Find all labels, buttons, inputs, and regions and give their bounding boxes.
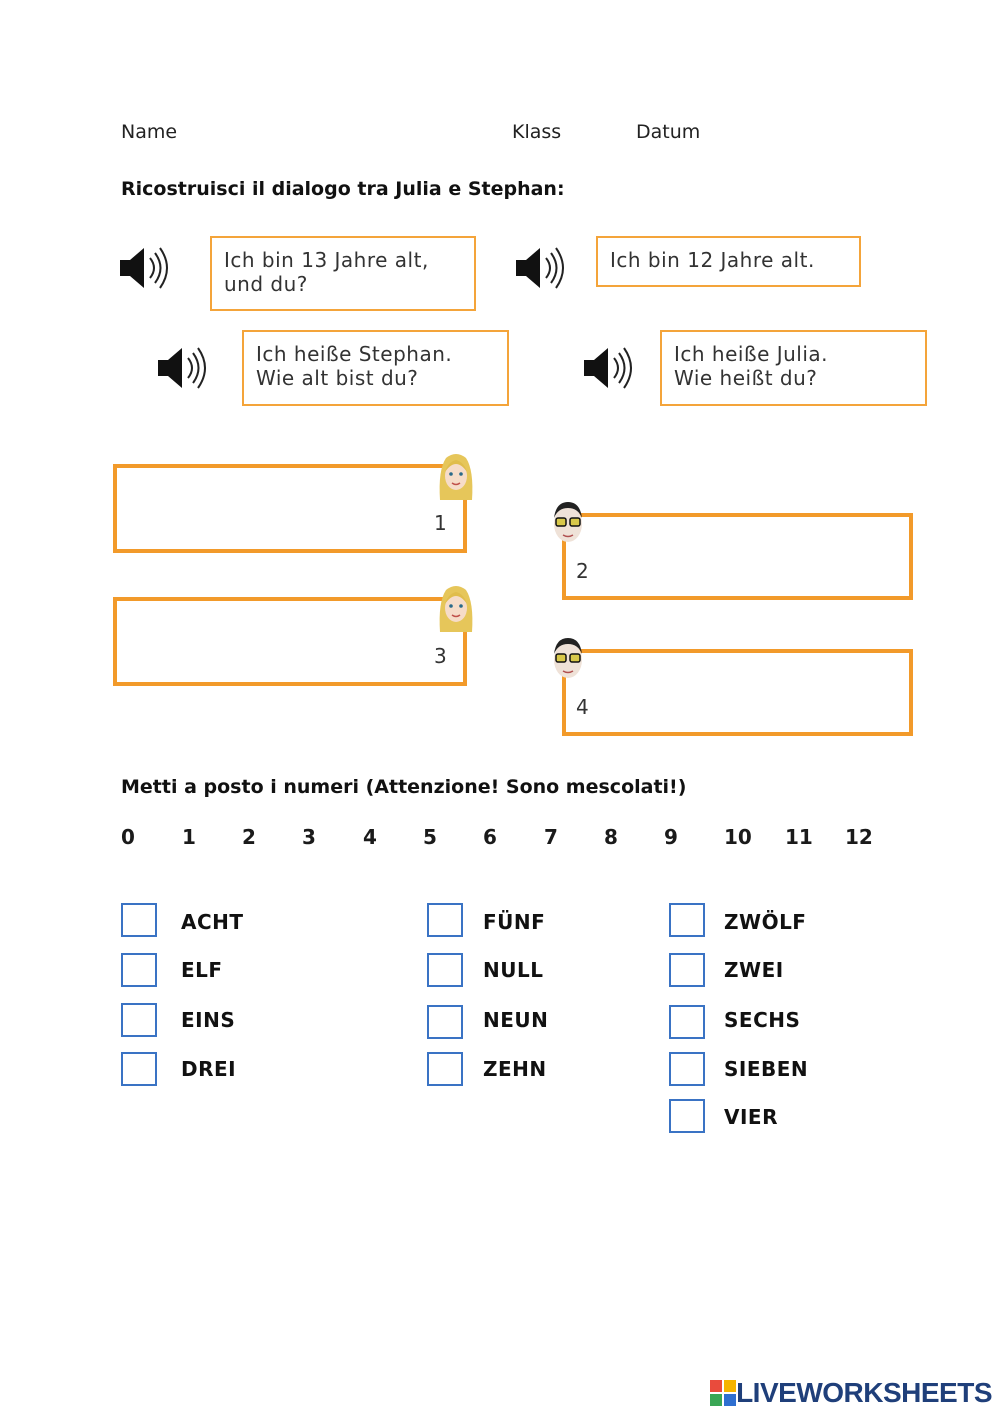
digit-label: 8: [604, 825, 618, 849]
date-label: Datum: [636, 121, 701, 143]
answer-box[interactable]: [669, 1099, 705, 1133]
number-word: SIEBEN: [724, 1057, 809, 1081]
answer-box[interactable]: [121, 1003, 157, 1037]
dialog-instruction: Ricostruisci il dialogo tra Julia e Stephan:: [121, 178, 565, 200]
numbers-instruction: Metti a posto i numeri (Attenzione! Sono mescolati!): [121, 776, 687, 798]
stephan-avatar-icon: [548, 496, 588, 550]
digit-label: 2: [242, 825, 256, 849]
number-word: ZWEI: [724, 958, 784, 982]
answer-slot-4[interactable]: [562, 649, 913, 736]
digit-label: 12: [845, 825, 873, 849]
phrase-card[interactable]: [660, 330, 927, 406]
digit-label: 9: [664, 825, 678, 849]
number-word: NULL: [483, 958, 544, 982]
phrase-line: Ich heiße Stephan.: [256, 342, 453, 366]
julia-avatar-icon: [436, 450, 476, 504]
slot-number: 2: [576, 559, 589, 583]
digit-label: 5: [423, 825, 437, 849]
answer-box[interactable]: [121, 1052, 157, 1086]
answer-box[interactable]: [427, 1052, 463, 1086]
speaker-icon[interactable]: [582, 344, 638, 392]
digit-label: 1: [182, 825, 196, 849]
phrase-line: Wie heißt du?: [674, 366, 818, 390]
phrase-line: und du?: [224, 272, 308, 296]
number-word: ACHT: [181, 910, 244, 934]
answer-box[interactable]: [669, 903, 705, 937]
logo-blocks-icon: [710, 1380, 736, 1406]
digit-label: 10: [724, 825, 752, 849]
answer-slot-3[interactable]: [113, 597, 467, 686]
number-word: NEUN: [483, 1008, 549, 1032]
number-word: ZWÖLF: [724, 910, 807, 934]
phrase-line: Ich bin 13 Jahre alt,: [224, 248, 429, 272]
julia-avatar-icon: [436, 582, 476, 636]
digit-label: 11: [785, 825, 813, 849]
speaker-icon[interactable]: [514, 244, 570, 292]
slot-number: 1: [434, 511, 447, 535]
digit-label: 7: [544, 825, 558, 849]
answer-box[interactable]: [669, 1052, 705, 1086]
slot-number: 3: [434, 644, 447, 668]
answer-slot-2[interactable]: [562, 513, 913, 600]
phrase-line: Ich bin 12 Jahre alt.: [610, 248, 815, 272]
slot-number: 4: [576, 695, 589, 719]
liveworksheets-logo[interactable]: [710, 1376, 992, 1410]
stephan-avatar-icon: [548, 632, 588, 686]
speaker-icon[interactable]: [156, 344, 212, 392]
answer-box[interactable]: [427, 1005, 463, 1039]
phrase-line: Wie alt bist du?: [256, 366, 419, 390]
digit-label: 6: [483, 825, 497, 849]
phrase-card[interactable]: [210, 236, 476, 311]
number-word: FÜNF: [483, 910, 546, 934]
answer-box[interactable]: [669, 953, 705, 987]
name-label: Name: [121, 121, 178, 143]
number-word: EINS: [181, 1008, 236, 1032]
answer-box[interactable]: [121, 953, 157, 987]
phrase-card[interactable]: [596, 236, 861, 287]
phrase-card[interactable]: [242, 330, 509, 406]
logo-text: LIVEWORKSHEETS: [736, 1377, 992, 1408]
answer-box[interactable]: [121, 903, 157, 937]
phrase-line: Ich heiße Julia.: [674, 342, 829, 366]
number-word: SECHS: [724, 1008, 801, 1032]
number-word: ZEHN: [483, 1057, 547, 1081]
number-word: DREI: [181, 1057, 237, 1081]
number-word: VIER: [724, 1105, 778, 1129]
answer-box[interactable]: [669, 1005, 705, 1039]
digit-label: 0: [121, 825, 135, 849]
answer-box[interactable]: [427, 903, 463, 937]
answer-box[interactable]: [427, 953, 463, 987]
answer-slot-1[interactable]: [113, 464, 467, 553]
class-label: Klass: [512, 121, 562, 143]
digit-label: 4: [363, 825, 377, 849]
number-word: ELF: [181, 958, 223, 982]
digit-label: 3: [302, 825, 316, 849]
speaker-icon[interactable]: [118, 244, 174, 292]
